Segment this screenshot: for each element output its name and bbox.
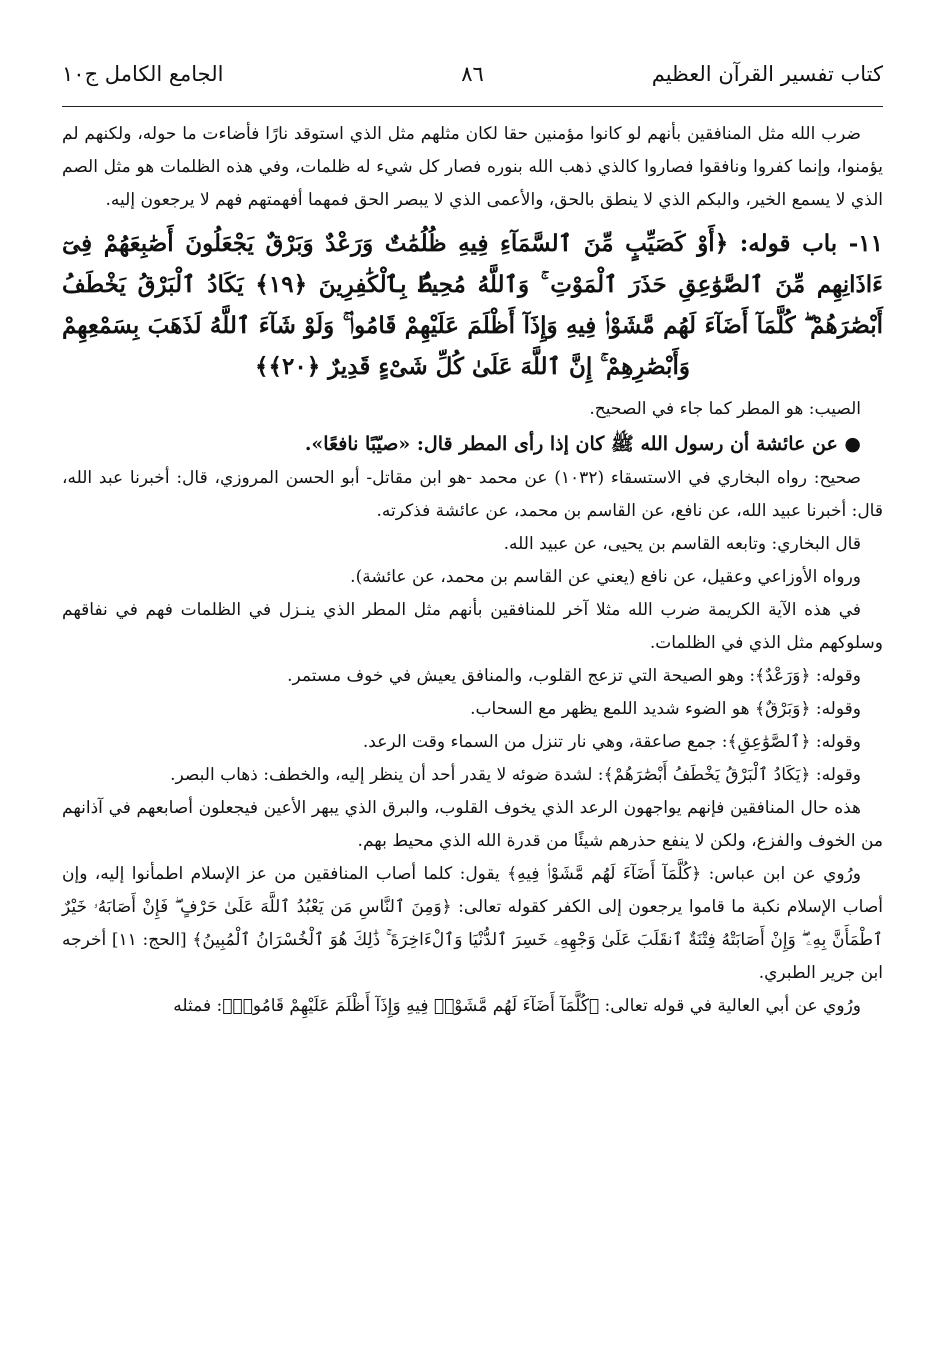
paragraph-ibn-abbas: ورُوي عن ابن عباس: ﴿كُلَّمَآ أَضَآءَ لَهُم مَّشَوْا۟ فِيهِ﴾ يقول: كلما أصاب المنافقين من عز الإسلام اطمأنوا إليه، وإن أصاب الإسلام نكبة ما قاموا يرجعون إلى الكفر كقوله تعالى: ﴿وَمِنَ ٱلنَّاسِ مَن يَعْبُدُ ٱللَّهَ عَلَىٰ حَرْفٍ ۖ فَإِنْ أَصَابَهُۥ خَيْرٌ ٱطْمَأَنَّ بِهِۦ ۖ وَإِنْ أَصَابَتْهُ فِتْنَةٌ ٱنقَلَبَ عَلَىٰ وَجْهِهِۦ خَسِرَ ٱلدُّنْيَا وَٱلْءَاخِرَةَ ۚ ذَٰلِكَ هُوَ ٱلْخُسْرَانُ ٱلْمُبِينُ﴾ [الحج: ١١] أخرجه ابن جرير الطبري.: [62, 864, 883, 983]
chapter-label: ١١- باب قوله:: [739, 230, 884, 257]
narration-note: ورواه الأوزاعي وعقيل، عن نافع (يعني عن القاسم بن محمد، عن عائشة).: [350, 567, 861, 587]
page-header: [62, 62, 883, 102]
bukhari-note: قال البخاري: وتابعه القاسم بن يحيى، عن عبيد الله.: [503, 534, 861, 554]
book-title: كتاب تفسير القرآن العظيم: [651, 62, 883, 86]
verse-text: [62, 223, 883, 387]
paragraph-munafiqin: هذه حال المنافقين فإنهم يواجهون الرعد الذي يخوف القلوب، والبرق الذي يبهر الأعين فيجعلون أصابعهم في آذانهم من الخوف والفزع، ولكن لا ينفع حذرهم شيئًا من قدرة الله الذي محيط بهم.: [62, 798, 883, 851]
explanation-sawaiq: وقوله: ﴿ٱلصَّوَٰعِقِ﴾: جمع صاعقة، وهي نار تنزل من السماء وقت الرعد.: [362, 732, 861, 752]
paragraph-commentary: في هذه الآية الكريمة ضرب الله مثلا آخر للمنافقين بأنهم مثل المطر الذي ينـزل في الظلمات فهم في نفاقهم وسلوكهم مثل الذي في الظلمات.: [62, 600, 883, 653]
page-body: [62, 118, 883, 1023]
paragraph-abu-aliya: ورُوي عن أبي العالية في قوله تعالى: ﴿كُلَّمَآ أَضَآءَ لَهُم مَّشَوْا۟ فِيهِ وَإِذَآ أَظْلَمَ عَلَيْهِمْ قَامُوا۟﴾: فمثله: [173, 996, 861, 1016]
series-title: الجامع الكامل ج١٠: [62, 62, 224, 86]
paragraph-definition: الصيب: هو المطر كما جاء في الصحيح.: [589, 399, 861, 419]
explanation-yakad: وقوله: ﴿يَكَادُ ٱلْبَرْقُ يَخْطَفُ أَبْصَٰرَهُمْ﴾: لشدة ضوئه لا يقدر أحد أن ينظر إليه، والخطف: ذهاب البصر.: [170, 765, 861, 785]
chapter-heading: [62, 223, 883, 387]
hadith-takhrij: صحيح: رواه البخاري في الاستسقاء (١٠٣٢) عن محمد -هو ابن مقاتل- أبو الحسن المروزي، قال: أخبرنا عبد الله، قال: أخبرنا عبيد الله، عن نافع، عن القاسم بن محمد، عن عائشة فذكرته.: [62, 468, 883, 521]
header-divider: [62, 106, 883, 107]
hadith-text: ● عن عائشة أن رسول الله ﷺ كان إذا رأى المطر قال: «صيّبًا نافعًا».: [304, 433, 861, 455]
quran-verse: ﴿أَوْ كَصَيِّبٍ مِّنَ ٱلسَّمَآءِ فِيهِ ظُلُمَٰتٌ وَرَعْدٌ وَبَرْقٌ يَجْعَلُونَ أَصَٰبِعَهُمْ فِىٓ ءَاذَانِهِم مِّنَ ٱلصَّوَٰعِقِ حَذَرَ ٱلْمَوْتِ ۚ وَٱللَّهُ مُحِيطٌۢ بِٱلْكَٰفِرِينَ ﴿١٩﴾ يَكَادُ ٱلْبَرْقُ يَخْطَفُ أَبْصَٰرَهُمْ ۖ كُلَّمَآ أَضَآءَ لَهُم مَّشَوْا۟ فِيهِ وَإِذَآ أَظْلَمَ عَلَيْهِمْ قَامُوا۟ ۚ وَلَوْ شَآءَ ٱللَّهُ لَذَهَبَ بِسَمْعِهِمْ وَأَبْصَٰرِهِمْ ۚ إِنَّ ٱللَّهَ عَلَىٰ كُلِّ شَىْءٍ قَدِيرٌ ﴿٢٠﴾﴾: [62, 230, 883, 380]
explanation-barq: وقوله: ﴿وَبَرْقٌ﴾ هو الضوء شديد اللمع يظهر مع السحاب.: [470, 699, 861, 719]
explanation-raad: وقوله: ﴿وَرَعْدٌ﴾: وهو الصيحة التي تزعج القلوب، والمنافق يعيش في خوف مستمر.: [287, 666, 861, 686]
page-number: ٨٦: [461, 62, 484, 86]
paragraph-intro: ضرب الله مثل المنافقين بأنهم لو كانوا مؤمنين حقا لكان مثلهم مثل الذي استوقد نارًا فأضاءت ما حوله، ولكنهم لم يؤمنوا، وإنما كفروا ونافقوا فصاروا كالذي ذهب الله بنوره فصار كل شيء له ظلمات، وفي هذه الظلمات هو مثل الصم الذي لا يسمع الخير، والبكم الذي لا ينطق بالحق، والأعمى الذي لا يبصر الحق فمهما أفهمتهم فهم لا يرجعون إليه.: [62, 124, 883, 210]
